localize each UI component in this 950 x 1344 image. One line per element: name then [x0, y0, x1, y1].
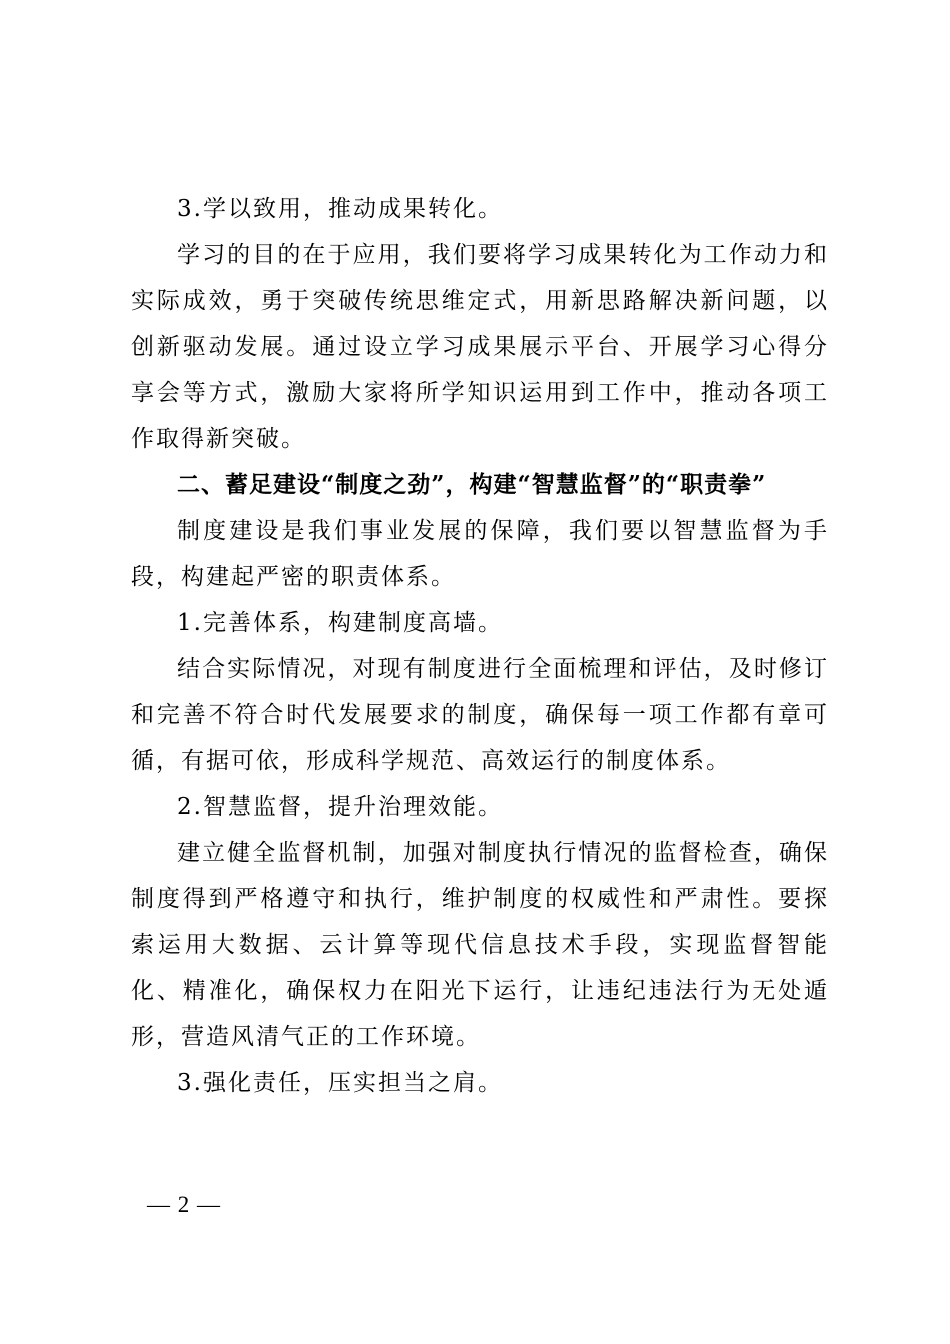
body-paragraph-improve-system: 结合实际情况，对现有制度进行全面梳理和评估，及时修订和完善不符合时代发展要求的制度，确保每一项工作都有章可循，有据可依，形成科学规范、高效运行的制度体系。	[131, 656, 829, 774]
document-body	[131, 186, 829, 1106]
body-paragraph-section-intro: 制度建设是我们事业发展的保障，我们要以智慧监督为手段，构建起严密的职责体系。	[131, 518, 829, 590]
body-paragraph-smart-supervision: 建立健全监督机制，加强对制度执行情况的监督检查，确保制度得到严格遵守和执行，维护制度的权威性和严肃性。要探索运用大数据、云计算等现代信息技术手段，实现监督智能化、精准化，确保权力在阳光下运行，让违纪违法行为无处遁形，营造风清气正的工作环境。	[131, 840, 829, 1050]
subheading-strengthen-responsibility: 3.强化责任，压实担当之肩。	[177, 1070, 503, 1096]
section-heading-2: 二、蓄足建设“制度之劲”，构建“智慧监督”的“职责拳”	[177, 471, 767, 498]
subheading-smart-supervision: 2.智慧监督，提升治理效能。	[177, 794, 503, 820]
subheading-improve-system: 1.完善体系，构建制度高墙。	[177, 610, 503, 636]
subheading-apply-learning: 3.学以致用，推动成果转化。	[177, 196, 503, 222]
page-number: — 2 —	[147, 1192, 221, 1217]
body-paragraph-apply-learning: 学习的目的在于应用，我们要将学习成果转化为工作动力和实际成效，勇于突破传统思维定式，用新思路解决新问题，以创新驱动发展。通过设立学习成果展示平台、开展学习心得分享会等方式，激励大家将所学知识运用到工作中，推动各项工作取得新突破。	[131, 242, 829, 452]
